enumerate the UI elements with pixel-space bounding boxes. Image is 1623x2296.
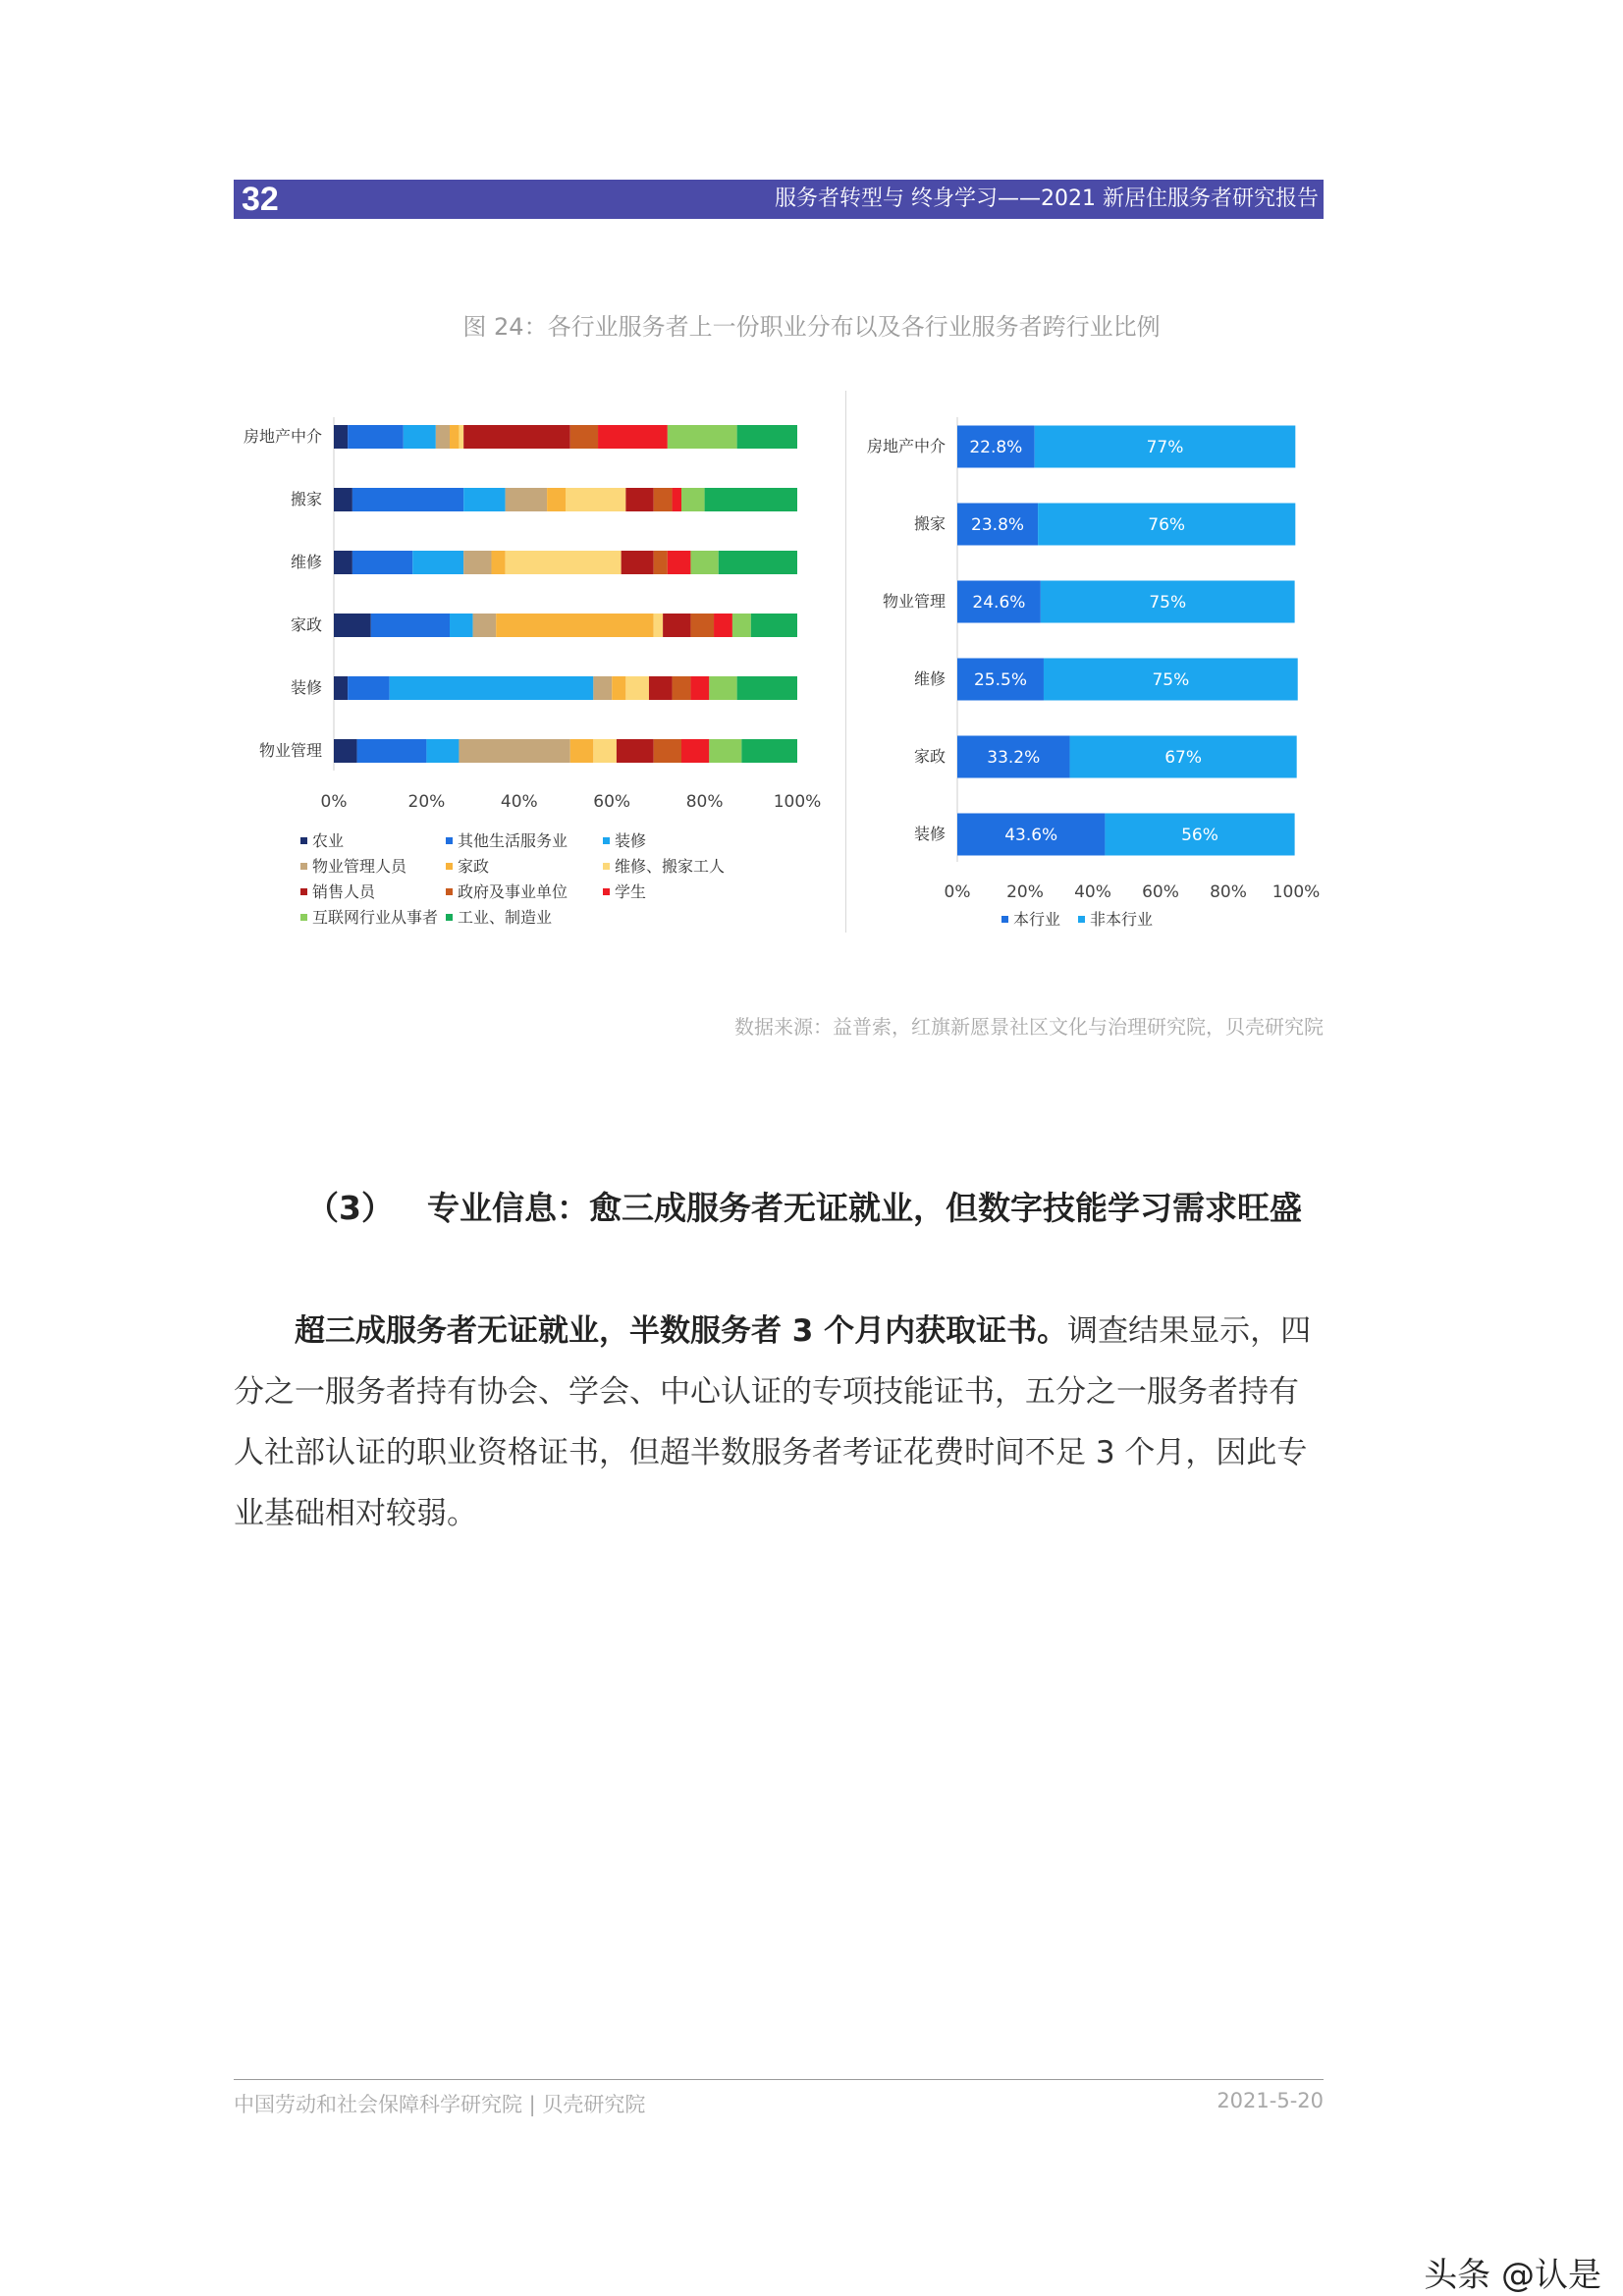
figure-source: 数据来源：益普索，红旗新愿景社区文化与治理研究院，贝壳研究院 bbox=[734, 1015, 1324, 1039]
legend-swatch bbox=[1078, 916, 1085, 923]
data-label: 25.5% bbox=[973, 670, 1027, 690]
data-label: 22.8% bbox=[969, 438, 1023, 457]
bar-segment bbox=[625, 676, 649, 700]
data-label: 77% bbox=[1146, 438, 1184, 457]
bar-segment bbox=[352, 551, 412, 574]
bar-segment bbox=[450, 614, 473, 637]
bar-segment bbox=[348, 425, 404, 449]
bar-segment bbox=[668, 551, 691, 574]
data-label: 23.8% bbox=[971, 515, 1025, 535]
x-tick-label: 40% bbox=[500, 792, 538, 812]
bar-segment bbox=[690, 676, 709, 700]
legend-swatch bbox=[300, 914, 307, 921]
bar-segment bbox=[436, 425, 450, 449]
bar-segment bbox=[566, 488, 625, 511]
footer-date: 2021-5-20 bbox=[1217, 2089, 1324, 2112]
category-label: 维修 bbox=[913, 669, 946, 688]
legend-label: 本行业 bbox=[1013, 910, 1061, 929]
legend-swatch bbox=[446, 863, 453, 870]
bar-segment bbox=[334, 425, 348, 449]
legend-swatch bbox=[446, 888, 453, 895]
bar-segment bbox=[705, 488, 797, 511]
bar-segment bbox=[617, 739, 654, 763]
x-tick-label: 100% bbox=[1271, 882, 1321, 902]
bar-segment bbox=[673, 488, 681, 511]
data-label: 75% bbox=[1149, 593, 1187, 613]
x-tick-label: 60% bbox=[1142, 882, 1179, 902]
bar-segment bbox=[473, 614, 497, 637]
cross-industry-chart bbox=[854, 393, 1325, 942]
data-label: 43.6% bbox=[1004, 826, 1058, 845]
page-number: 32 bbox=[242, 181, 279, 218]
bar-segment bbox=[506, 488, 547, 511]
bar-segment bbox=[357, 739, 427, 763]
bar-segment bbox=[719, 551, 797, 574]
bar-segment bbox=[681, 739, 709, 763]
bar-segment bbox=[598, 425, 668, 449]
bar-segment bbox=[673, 676, 691, 700]
category-label: 物业管理 bbox=[258, 741, 322, 760]
bar-segment bbox=[714, 614, 732, 637]
bar-segment bbox=[681, 488, 705, 511]
figure-title: 图 24：各行业服务者上一份职业分布以及各行业服务者跨行业比例 bbox=[462, 313, 1161, 341]
bar-segment bbox=[737, 425, 797, 449]
paragraph-rest: 调查结果显示，四分之一服务者持有协会、学会、中心认证的专项技能证书，五分之一服务者持有人社部认证的职业资格证书，但超半数服务者考证花费时间不足 3 个月，因此专业基础相对较弱。 bbox=[234, 1313, 1312, 1531]
legend-label: 学生 bbox=[615, 882, 647, 901]
bar-segment bbox=[751, 614, 797, 637]
category-label: 装修 bbox=[913, 825, 946, 843]
bar-segment bbox=[654, 488, 673, 511]
section-heading bbox=[306, 1183, 1302, 1229]
bar-segment bbox=[741, 739, 797, 763]
legend-label: 其他生活服务业 bbox=[458, 831, 568, 850]
data-label: 76% bbox=[1148, 515, 1186, 535]
bar-segment bbox=[352, 488, 463, 511]
bar-segment bbox=[334, 676, 348, 700]
bar-segment bbox=[496, 614, 653, 637]
bar-segment bbox=[459, 739, 569, 763]
legend-label: 工业、制造业 bbox=[458, 908, 553, 927]
legend-swatch bbox=[300, 837, 307, 844]
x-tick-label: 60% bbox=[593, 792, 631, 812]
legend-swatch bbox=[603, 837, 610, 844]
bar-segment bbox=[412, 551, 463, 574]
category-label: 搬家 bbox=[913, 514, 946, 533]
legend-swatch bbox=[300, 888, 307, 895]
bar-segment bbox=[334, 614, 371, 637]
legend-label: 互联网行业从事者 bbox=[312, 908, 439, 927]
data-label: 33.2% bbox=[987, 748, 1041, 768]
bar-segment bbox=[668, 425, 737, 449]
bar-segment bbox=[491, 551, 505, 574]
header-title: 服务者转型与 终身学习——2021 新居住服务者研究报告 bbox=[775, 187, 1319, 211]
paragraph-lead: 超三成服务者无证就业，半数服务者 3 个月内获取证书。 bbox=[295, 1313, 1068, 1349]
section-heading-number: （3） bbox=[306, 1189, 394, 1227]
bar-segment bbox=[334, 739, 357, 763]
data-label: 24.6% bbox=[972, 593, 1026, 613]
category-label: 房地产中介 bbox=[866, 437, 946, 455]
bar-segment bbox=[593, 739, 617, 763]
legend-label: 物业管理人员 bbox=[312, 857, 407, 876]
category-label: 家政 bbox=[290, 615, 322, 634]
category-label: 搬家 bbox=[290, 490, 322, 508]
x-tick-label: 80% bbox=[1210, 882, 1247, 902]
legend-label: 维修、搬家工人 bbox=[615, 857, 726, 876]
bar-segment bbox=[709, 676, 736, 700]
footer-rule bbox=[234, 2079, 1324, 2080]
category-label: 物业管理 bbox=[882, 592, 946, 611]
bar-segment bbox=[348, 676, 389, 700]
bar-segment bbox=[654, 551, 668, 574]
category-label: 维修 bbox=[290, 553, 322, 571]
bar-segment bbox=[709, 739, 741, 763]
watermark: 头条 @认是 bbox=[1424, 2256, 1601, 2295]
chart-divider bbox=[845, 391, 846, 933]
legend-swatch bbox=[300, 863, 307, 870]
legend-swatch bbox=[446, 914, 453, 921]
footer-institution: 中国劳动和社会保障科学研究院 | 贝壳研究院 bbox=[234, 2093, 646, 2116]
bar-segment bbox=[690, 614, 714, 637]
bar-segment bbox=[654, 614, 663, 637]
x-tick-label: 0% bbox=[320, 792, 348, 812]
bar-segment bbox=[663, 614, 690, 637]
bar-segment bbox=[570, 425, 598, 449]
data-label: 67% bbox=[1164, 748, 1203, 768]
x-tick-label: 0% bbox=[944, 882, 971, 902]
previous-occupation-chart bbox=[226, 393, 822, 952]
category-label: 家政 bbox=[913, 747, 946, 766]
bar-segment bbox=[404, 425, 436, 449]
legend-label: 农业 bbox=[312, 831, 345, 850]
legend-label: 销售人员 bbox=[312, 882, 376, 901]
legend-swatch bbox=[603, 888, 610, 895]
legend-label: 政府及事业单位 bbox=[458, 882, 568, 901]
x-tick-label: 80% bbox=[685, 792, 724, 812]
legend-label: 家政 bbox=[458, 857, 490, 876]
bar-segment bbox=[506, 551, 622, 574]
bar-segment bbox=[737, 676, 797, 700]
bar-segment bbox=[463, 488, 505, 511]
bar-segment bbox=[334, 551, 352, 574]
bar-segment bbox=[625, 488, 653, 511]
legend-label: 装修 bbox=[615, 831, 647, 850]
bar-segment bbox=[649, 676, 673, 700]
x-tick-label: 40% bbox=[1074, 882, 1111, 902]
data-label: 56% bbox=[1181, 826, 1218, 845]
data-label: 75% bbox=[1152, 670, 1190, 690]
body-paragraph bbox=[234, 1301, 1325, 1544]
legend-swatch bbox=[603, 863, 610, 870]
bar-segment bbox=[334, 488, 352, 511]
bar-segment bbox=[654, 739, 681, 763]
bar-segment bbox=[732, 614, 751, 637]
section-heading-text: 专业信息：愈三成服务者无证就业，但数字技能学习需求旺盛 bbox=[426, 1189, 1302, 1227]
bar-segment bbox=[690, 551, 718, 574]
category-label: 房地产中介 bbox=[243, 427, 322, 446]
category-label: 装修 bbox=[290, 678, 322, 697]
bar-segment bbox=[450, 425, 459, 449]
bar-segment bbox=[570, 739, 594, 763]
bar-segment bbox=[593, 676, 612, 700]
bar-segment bbox=[547, 488, 566, 511]
bar-segment bbox=[463, 425, 570, 449]
bar-segment bbox=[371, 614, 450, 637]
legend-label: 非本行业 bbox=[1090, 910, 1154, 929]
x-tick-label: 20% bbox=[407, 792, 446, 812]
legend-swatch bbox=[446, 837, 453, 844]
bar-segment bbox=[426, 739, 459, 763]
legend-swatch bbox=[1001, 916, 1008, 923]
x-tick-label: 20% bbox=[1006, 882, 1044, 902]
bar-segment bbox=[390, 676, 594, 700]
bar-segment bbox=[459, 425, 463, 449]
x-tick-label: 100% bbox=[773, 792, 822, 812]
bar-segment bbox=[612, 676, 625, 700]
bar-segment bbox=[622, 551, 654, 574]
bar-segment bbox=[463, 551, 491, 574]
